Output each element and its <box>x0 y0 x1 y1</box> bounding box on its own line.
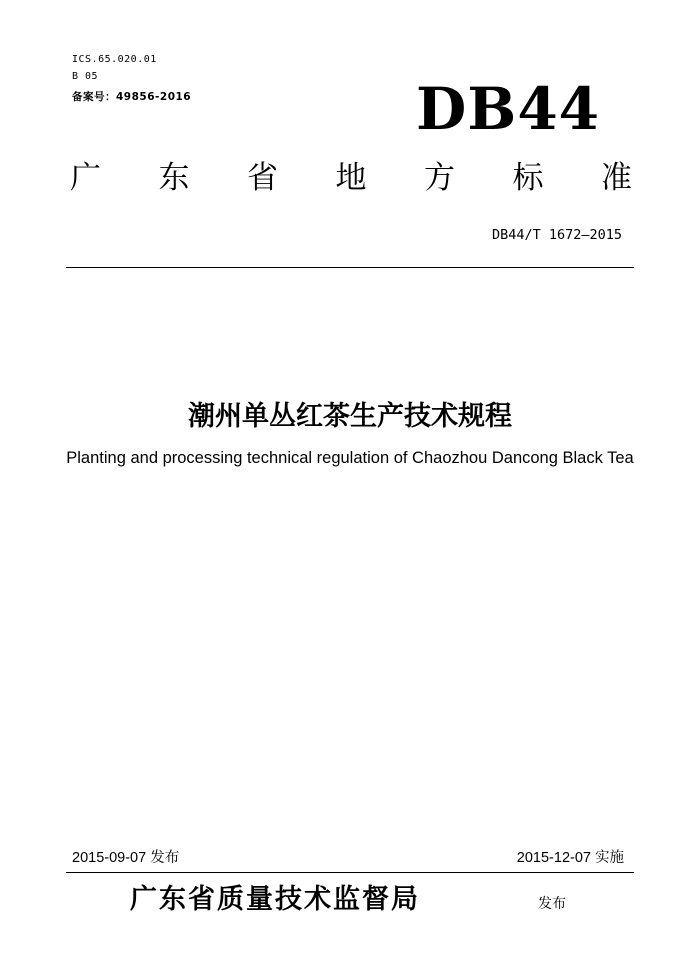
issue-date: 2015-09-07 发布 <box>72 850 180 866</box>
standard-kind-char: 地 <box>335 160 367 196</box>
standard-kind-char: 标 <box>512 160 544 196</box>
ccs-code: B 05 <box>72 71 99 82</box>
document-title-english: Planting and processing technical regulation of Chaozhou Dancong Black Tea <box>66 449 634 467</box>
bottom-divider <box>66 872 634 873</box>
standard-kind-char: 广 <box>70 160 101 196</box>
standard-kind-char: 方 <box>424 160 455 196</box>
standard-kind-heading <box>70 158 632 198</box>
standard-number: DB44/T 1672—2015 <box>491 227 622 243</box>
standard-kind-char: 省 <box>247 160 278 196</box>
top-divider <box>66 267 634 268</box>
issuing-authority: 广东省质量技术监督局 <box>130 884 420 915</box>
filing-number: 备案号：49856-2016 <box>72 91 192 103</box>
issuing-authority-suffix: 发布 <box>538 896 566 912</box>
standard-code-mark: DB44 <box>416 75 601 143</box>
document-title-chinese: 潮州单丛红茶生产技术规程 <box>188 401 512 432</box>
ics-code: ICS.65.020.01 <box>72 54 157 65</box>
standard-kind-char: 东 <box>158 160 190 196</box>
implementation-date: 2015-12-07 实施 <box>516 850 624 866</box>
standard-kind-char: 准 <box>601 160 632 196</box>
